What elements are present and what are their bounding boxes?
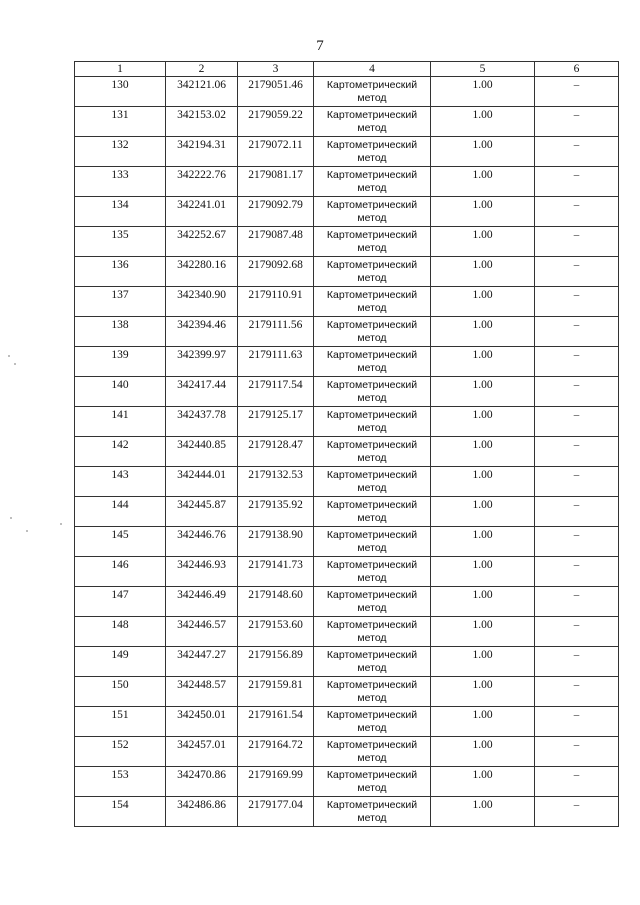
method-line-2: метод: [357, 572, 387, 584]
table-row: [75, 227, 619, 257]
accuracy-cell: 1.00: [431, 137, 535, 167]
y-coordinate-cell: 2179141.73: [238, 557, 314, 587]
method-cell: [314, 467, 431, 497]
accuracy-cell: 1.00: [431, 197, 535, 227]
table-row: [75, 317, 619, 347]
method-line-1: Картометрический: [326, 379, 418, 391]
y-coordinate-cell: 2179051.46: [238, 77, 314, 107]
note-cell: –: [535, 197, 619, 227]
method-line-1: Картометрический: [326, 319, 418, 331]
note-cell: –: [535, 647, 619, 677]
x-coordinate-cell: 342437.78: [166, 407, 238, 437]
method-cell: [314, 197, 431, 227]
column-header-1: 1: [75, 62, 166, 77]
method-cell: [314, 137, 431, 167]
x-coordinate-cell: 342444.01: [166, 467, 238, 497]
note-cell: –: [535, 167, 619, 197]
table-row: [75, 287, 619, 317]
accuracy-cell: 1.00: [431, 437, 535, 467]
method-line-2: метод: [357, 662, 387, 674]
scan-artifact: [14, 363, 16, 365]
table-row: [75, 737, 619, 767]
page-number: 7: [316, 38, 324, 54]
accuracy-cell: 1.00: [431, 287, 535, 317]
method-line-2: метод: [357, 362, 387, 374]
y-coordinate-cell: 2179072.11: [238, 137, 314, 167]
table-row: [75, 707, 619, 737]
method-line-1: Картометрический: [326, 409, 418, 421]
note-cell: –: [535, 437, 619, 467]
point-number-cell: 151: [75, 707, 166, 737]
method-cell: [314, 437, 431, 467]
accuracy-cell: 1.00: [431, 77, 535, 107]
method-line-2: метод: [357, 602, 387, 614]
y-coordinate-cell: 2179169.99: [238, 767, 314, 797]
method-cell: [314, 227, 431, 257]
method-line-1: Картометрический: [326, 469, 418, 481]
accuracy-cell: 1.00: [431, 107, 535, 137]
table-row: [75, 467, 619, 497]
x-coordinate-cell: 342446.57: [166, 617, 238, 647]
method-line-2: метод: [357, 722, 387, 734]
point-number-cell: 138: [75, 317, 166, 347]
y-coordinate-cell: 2179159.81: [238, 677, 314, 707]
point-number-cell: 154: [75, 797, 166, 827]
accuracy-cell: 1.00: [431, 557, 535, 587]
x-coordinate-cell: 342448.57: [166, 677, 238, 707]
note-cell: –: [535, 317, 619, 347]
scan-artifact: [10, 517, 12, 519]
note-cell: –: [535, 467, 619, 497]
table-row: [75, 677, 619, 707]
method-cell: [314, 257, 431, 287]
x-coordinate-cell: 342340.90: [166, 287, 238, 317]
note-cell: –: [535, 497, 619, 527]
note-cell: –: [535, 557, 619, 587]
method-line-2: метод: [357, 782, 387, 794]
note-cell: –: [535, 737, 619, 767]
table-row: [75, 617, 619, 647]
point-number-cell: 147: [75, 587, 166, 617]
method-line-2: метод: [357, 482, 387, 494]
note-cell: –: [535, 527, 619, 557]
y-coordinate-cell: 2179081.17: [238, 167, 314, 197]
x-coordinate-cell: 342194.31: [166, 137, 238, 167]
x-coordinate-cell: 342252.67: [166, 227, 238, 257]
note-cell: –: [535, 797, 619, 827]
method-line-1: Картометрический: [326, 169, 418, 181]
point-number-cell: 131: [75, 107, 166, 137]
y-coordinate-cell: 2179111.56: [238, 317, 314, 347]
accuracy-cell: 1.00: [431, 467, 535, 497]
table-row: [75, 137, 619, 167]
method-cell: [314, 767, 431, 797]
accuracy-cell: 1.00: [431, 797, 535, 827]
method-cell: [314, 647, 431, 677]
point-number-cell: 150: [75, 677, 166, 707]
method-line-1: Картометрический: [326, 649, 418, 661]
y-coordinate-cell: 2179092.68: [238, 257, 314, 287]
accuracy-cell: 1.00: [431, 617, 535, 647]
y-coordinate-cell: 2179177.04: [238, 797, 314, 827]
method-line-2: метод: [357, 92, 387, 104]
x-coordinate-cell: 342445.87: [166, 497, 238, 527]
method-line-2: метод: [357, 392, 387, 404]
note-cell: –: [535, 407, 619, 437]
method-cell: [314, 317, 431, 347]
method-line-1: Картометрический: [326, 109, 418, 121]
method-line-2: метод: [357, 272, 387, 284]
column-header-6: 6: [535, 62, 619, 77]
x-coordinate-cell: 342121.06: [166, 77, 238, 107]
point-number-cell: 130: [75, 77, 166, 107]
point-number-cell: 144: [75, 497, 166, 527]
method-line-1: Картометрический: [326, 199, 418, 211]
method-cell: [314, 797, 431, 827]
x-coordinate-cell: 342446.76: [166, 527, 238, 557]
method-cell: [314, 737, 431, 767]
x-coordinate-cell: 342280.16: [166, 257, 238, 287]
method-line-1: Картометрический: [326, 499, 418, 511]
point-number-cell: 135: [75, 227, 166, 257]
point-number-cell: 137: [75, 287, 166, 317]
method-line-1: Картометрический: [326, 139, 418, 151]
scan-artifact: [26, 530, 28, 532]
method-cell: [314, 167, 431, 197]
y-coordinate-cell: 2179153.60: [238, 617, 314, 647]
y-coordinate-cell: 2179110.91: [238, 287, 314, 317]
point-number-cell: 152: [75, 737, 166, 767]
method-line-2: метод: [357, 452, 387, 464]
method-line-2: метод: [357, 422, 387, 434]
method-line-1: Картометрический: [326, 259, 418, 271]
method-line-2: метод: [357, 512, 387, 524]
method-line-2: метод: [357, 812, 387, 824]
method-cell: [314, 287, 431, 317]
table-row: [75, 197, 619, 227]
table-row: [75, 77, 619, 107]
x-coordinate-cell: 342486.86: [166, 797, 238, 827]
y-coordinate-cell: 2179148.60: [238, 587, 314, 617]
method-line-1: Картометрический: [326, 79, 418, 91]
scan-artifact: [60, 523, 62, 525]
y-coordinate-cell: 2179128.47: [238, 437, 314, 467]
method-line-1: Картометрический: [326, 679, 418, 691]
table-body: [75, 77, 619, 827]
method-line-1: Картометрический: [326, 709, 418, 721]
accuracy-cell: 1.00: [431, 587, 535, 617]
x-coordinate-cell: 342399.97: [166, 347, 238, 377]
method-line-2: метод: [357, 152, 387, 164]
accuracy-cell: 1.00: [431, 737, 535, 767]
point-number-cell: 141: [75, 407, 166, 437]
accuracy-cell: 1.00: [431, 707, 535, 737]
method-line-2: метод: [357, 182, 387, 194]
note-cell: –: [535, 677, 619, 707]
method-cell: [314, 707, 431, 737]
y-coordinate-cell: 2179059.22: [238, 107, 314, 137]
accuracy-cell: 1.00: [431, 317, 535, 347]
method-line-2: метод: [357, 122, 387, 134]
scan-artifact: [8, 355, 10, 357]
note-cell: –: [535, 77, 619, 107]
table-row: [75, 107, 619, 137]
method-line-1: Картометрический: [326, 769, 418, 781]
accuracy-cell: 1.00: [431, 407, 535, 437]
method-line-1: Картометрический: [326, 349, 418, 361]
table-row: [75, 647, 619, 677]
point-number-cell: 140: [75, 377, 166, 407]
y-coordinate-cell: 2179111.63: [238, 347, 314, 377]
accuracy-cell: 1.00: [431, 347, 535, 377]
x-coordinate-cell: 342470.86: [166, 767, 238, 797]
method-line-1: Картометрический: [326, 529, 418, 541]
table-row: [75, 377, 619, 407]
table-row: [75, 557, 619, 587]
note-cell: –: [535, 617, 619, 647]
y-coordinate-cell: 2179164.72: [238, 737, 314, 767]
table-header-row: [75, 62, 619, 77]
method-line-1: Картометрический: [326, 589, 418, 601]
method-cell: [314, 77, 431, 107]
x-coordinate-cell: 342447.27: [166, 647, 238, 677]
point-number-cell: 133: [75, 167, 166, 197]
accuracy-cell: 1.00: [431, 167, 535, 197]
point-number-cell: 132: [75, 137, 166, 167]
method-line-1: Картометрический: [326, 799, 418, 811]
table-row: [75, 257, 619, 287]
method-line-2: метод: [357, 692, 387, 704]
method-line-1: Картометрический: [326, 739, 418, 751]
method-line-1: Картометрический: [326, 229, 418, 241]
x-coordinate-cell: 342417.44: [166, 377, 238, 407]
accuracy-cell: 1.00: [431, 227, 535, 257]
table-row: [75, 437, 619, 467]
x-coordinate-cell: 342394.46: [166, 317, 238, 347]
method-cell: [314, 377, 431, 407]
method-cell: [314, 527, 431, 557]
table-row: [75, 587, 619, 617]
point-number-cell: 143: [75, 467, 166, 497]
method-cell: [314, 407, 431, 437]
y-coordinate-cell: 2179156.89: [238, 647, 314, 677]
column-header-4: 4: [314, 62, 431, 77]
note-cell: –: [535, 707, 619, 737]
method-line-2: метод: [357, 752, 387, 764]
point-number-cell: 139: [75, 347, 166, 377]
point-number-cell: 136: [75, 257, 166, 287]
accuracy-cell: 1.00: [431, 647, 535, 677]
accuracy-cell: 1.00: [431, 767, 535, 797]
column-header-3: 3: [238, 62, 314, 77]
x-coordinate-cell: 342446.93: [166, 557, 238, 587]
point-number-cell: 148: [75, 617, 166, 647]
y-coordinate-cell: 2179132.53: [238, 467, 314, 497]
column-header-2: 2: [166, 62, 238, 77]
coordinates-table: [74, 61, 619, 827]
method-line-2: метод: [357, 542, 387, 554]
method-line-2: метод: [357, 632, 387, 644]
x-coordinate-cell: 342446.49: [166, 587, 238, 617]
column-header-5: 5: [431, 62, 535, 77]
y-coordinate-cell: 2179135.92: [238, 497, 314, 527]
note-cell: –: [535, 227, 619, 257]
method-cell: [314, 617, 431, 647]
method-line-1: Картометрический: [326, 439, 418, 451]
x-coordinate-cell: 342450.01: [166, 707, 238, 737]
accuracy-cell: 1.00: [431, 497, 535, 527]
method-cell: [314, 347, 431, 377]
table-row: [75, 797, 619, 827]
x-coordinate-cell: 342153.02: [166, 107, 238, 137]
point-number-cell: 134: [75, 197, 166, 227]
accuracy-cell: 1.00: [431, 257, 535, 287]
note-cell: –: [535, 767, 619, 797]
x-coordinate-cell: 342222.76: [166, 167, 238, 197]
method-cell: [314, 587, 431, 617]
accuracy-cell: 1.00: [431, 527, 535, 557]
y-coordinate-cell: 2179161.54: [238, 707, 314, 737]
method-line-1: Картометрический: [326, 559, 418, 571]
y-coordinate-cell: 2179125.17: [238, 407, 314, 437]
note-cell: –: [535, 107, 619, 137]
note-cell: –: [535, 377, 619, 407]
table-row: [75, 167, 619, 197]
point-number-cell: 142: [75, 437, 166, 467]
accuracy-cell: 1.00: [431, 677, 535, 707]
method-line-1: Картометрический: [326, 289, 418, 301]
x-coordinate-cell: 342241.01: [166, 197, 238, 227]
method-line-2: метод: [357, 242, 387, 254]
table-row: [75, 767, 619, 797]
y-coordinate-cell: 2179117.54: [238, 377, 314, 407]
table-row: [75, 347, 619, 377]
table-row: [75, 527, 619, 557]
method-line-2: метод: [357, 302, 387, 314]
method-line-2: метод: [357, 212, 387, 224]
method-cell: [314, 497, 431, 527]
method-cell: [314, 557, 431, 587]
y-coordinate-cell: 2179092.79: [238, 197, 314, 227]
y-coordinate-cell: 2179087.48: [238, 227, 314, 257]
note-cell: –: [535, 587, 619, 617]
method-line-1: Картометрический: [326, 619, 418, 631]
x-coordinate-cell: 342440.85: [166, 437, 238, 467]
method-line-2: метод: [357, 332, 387, 344]
table-row: [75, 407, 619, 437]
point-number-cell: 149: [75, 647, 166, 677]
note-cell: –: [535, 287, 619, 317]
accuracy-cell: 1.00: [431, 377, 535, 407]
point-number-cell: 146: [75, 557, 166, 587]
note-cell: –: [535, 347, 619, 377]
method-cell: [314, 107, 431, 137]
table-row: [75, 497, 619, 527]
note-cell: –: [535, 257, 619, 287]
method-cell: [314, 677, 431, 707]
note-cell: –: [535, 137, 619, 167]
point-number-cell: 153: [75, 767, 166, 797]
x-coordinate-cell: 342457.01: [166, 737, 238, 767]
y-coordinate-cell: 2179138.90: [238, 527, 314, 557]
point-number-cell: 145: [75, 527, 166, 557]
